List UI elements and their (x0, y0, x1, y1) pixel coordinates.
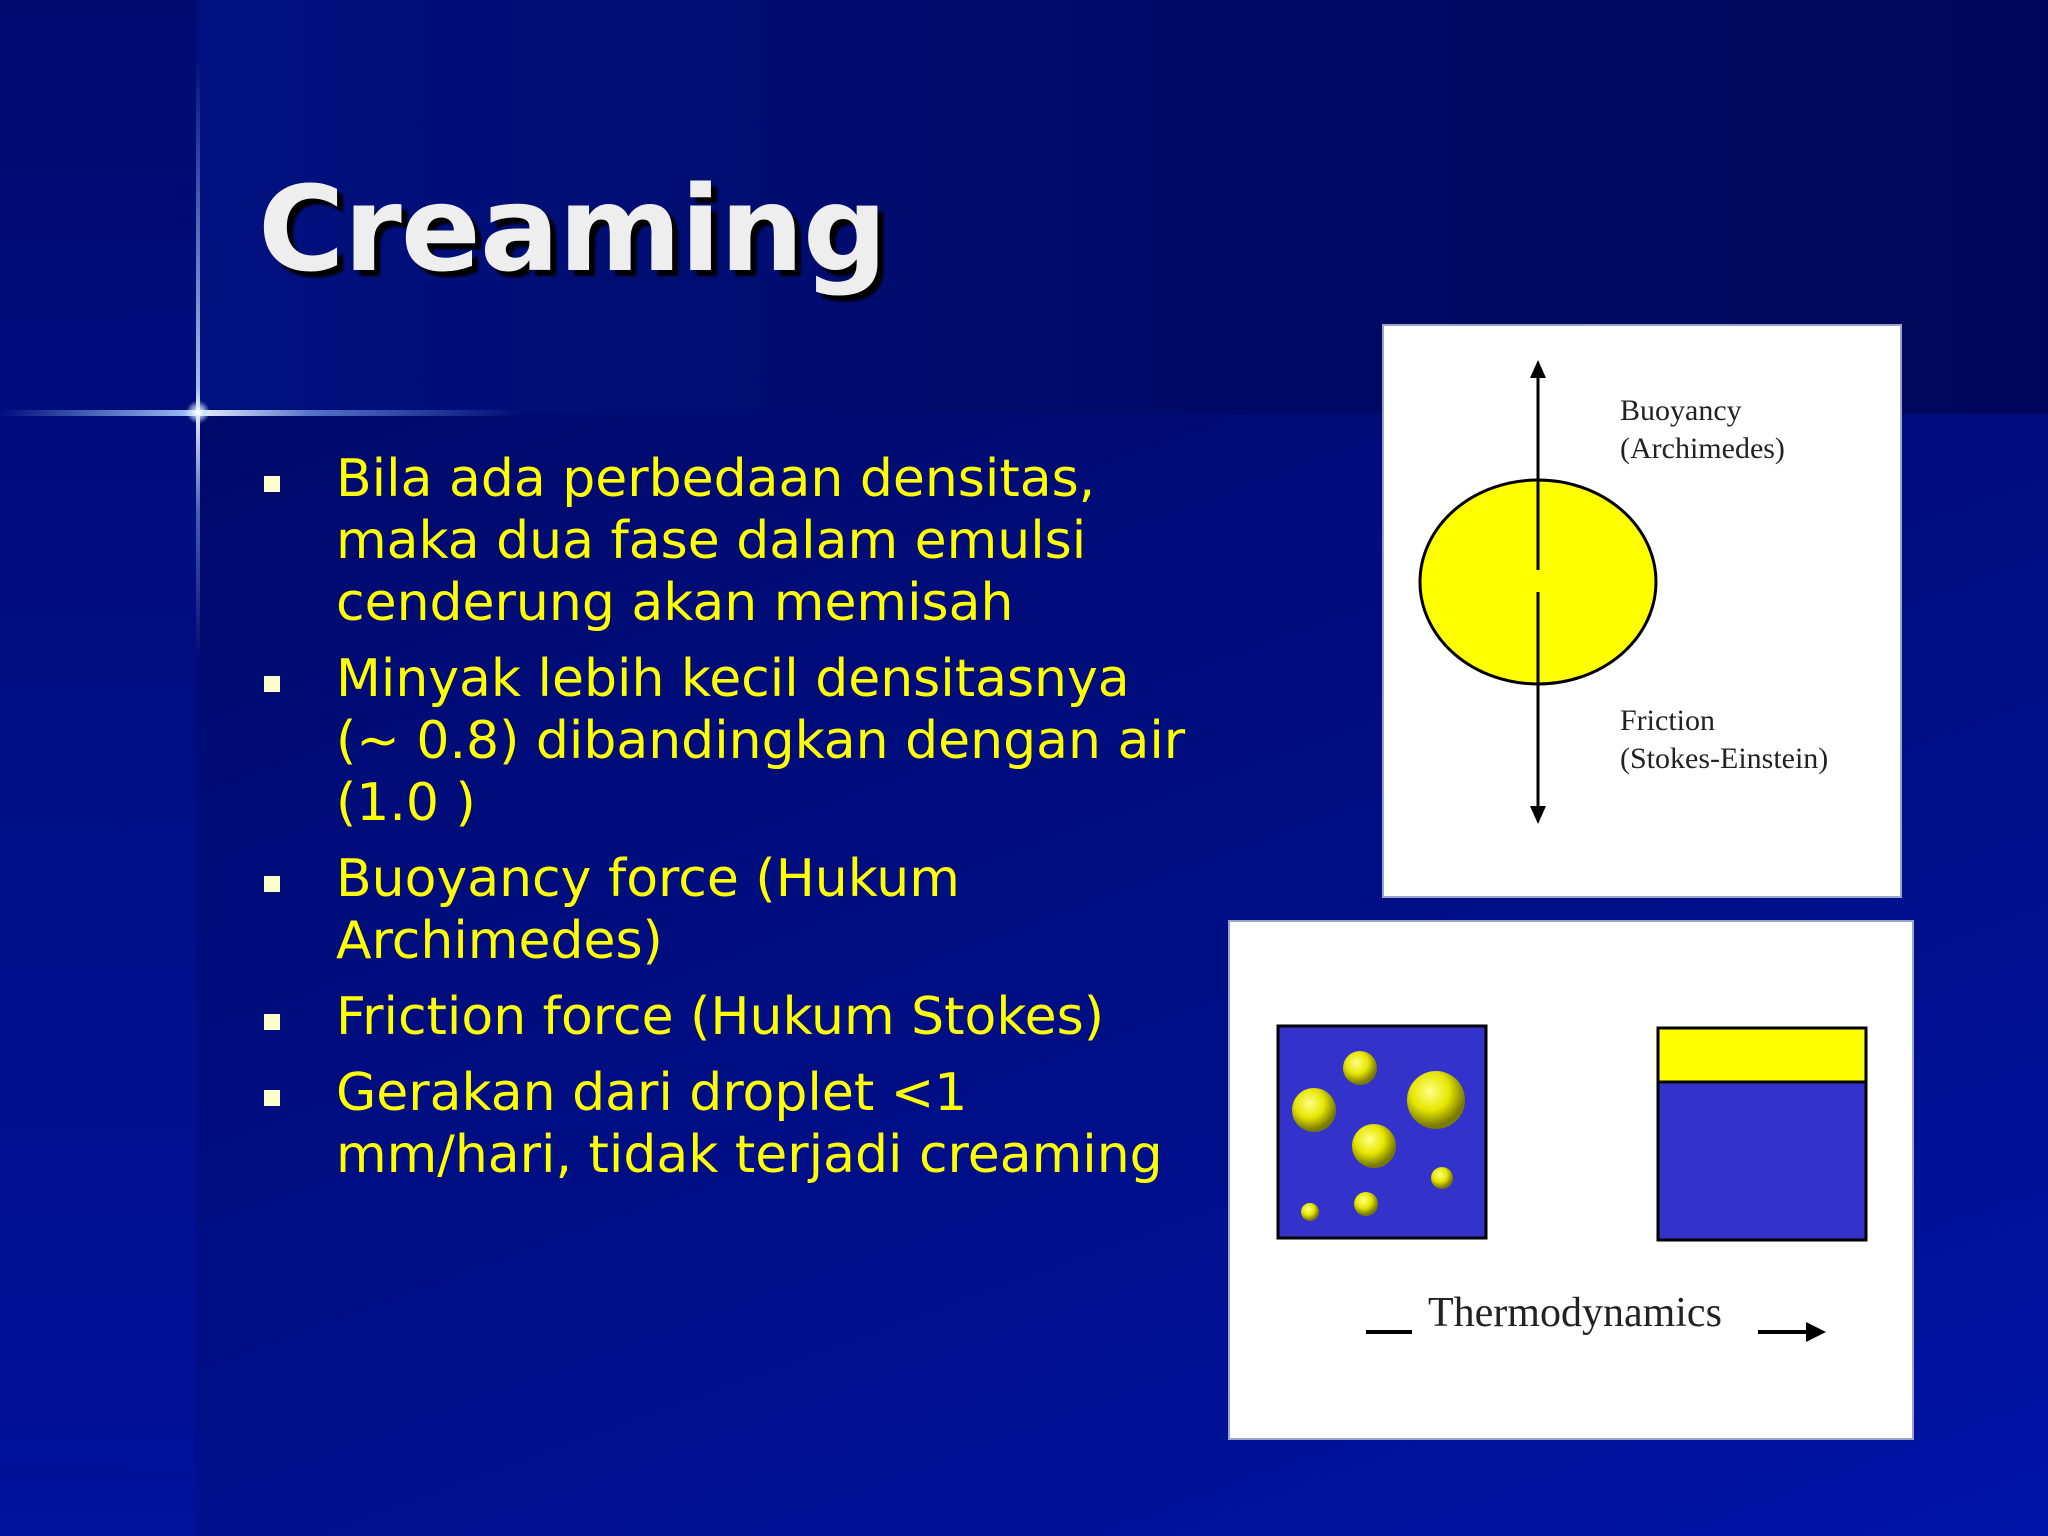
bullet-text: Gerakan dari droplet <1 mm/hari, tidak terjadi creaming (336, 1063, 1163, 1185)
background-left-band (0, 0, 196, 1536)
bullet-item (258, 448, 1198, 634)
droplet (1407, 1071, 1465, 1129)
buoyancy-label: Buoyancy (1620, 394, 1742, 427)
droplet (1431, 1167, 1453, 1189)
down-arrow-head-icon (1530, 806, 1546, 824)
buoyancy-law-label: (Archimedes) (1620, 432, 1785, 465)
bullet-list (258, 448, 1198, 1200)
droplet (1301, 1203, 1319, 1221)
bullet-square-icon (264, 1014, 280, 1030)
forces-figure (1382, 324, 1902, 898)
lens-flare-horizontal (0, 410, 520, 416)
bullet-text: Friction force (Hukum Stokes) (336, 987, 1104, 1047)
forces-diagram (1384, 326, 1900, 896)
bullet-item (258, 648, 1198, 834)
droplet (1343, 1051, 1377, 1085)
bullet-square-icon (264, 476, 280, 492)
ellipse-gap (1532, 570, 1544, 592)
droplet (1354, 1192, 1378, 1216)
droplet (1292, 1088, 1336, 1132)
bullet-square-icon (264, 876, 280, 892)
bullet-item (258, 848, 1198, 972)
bullet-item (258, 1062, 1198, 1186)
separated-box-oil-layer (1658, 1028, 1866, 1082)
thermodynamics-diagram (1230, 922, 1912, 1438)
slide-title: Creaming (258, 160, 887, 298)
bullet-square-icon (264, 676, 280, 692)
thermodynamics-label: Thermodynamics (1428, 1290, 1722, 1336)
lens-flare-center (186, 400, 210, 424)
right-arrow-head-icon (1806, 1322, 1826, 1342)
bullet-text: Minyak lebih kecil densitasnya (~ 0.8) dibandingkan dengan air (1.0 ) (336, 649, 1186, 833)
bullet-text: Buoyancy force (Hukum Archimedes) (336, 849, 960, 971)
bullet-text: Bila ada perbedaan densitas, maka dua fase dalam emulsi cenderung akan memisah (336, 449, 1096, 633)
friction-label: Friction (1620, 704, 1715, 737)
bullet-item (258, 986, 1198, 1048)
lens-flare-vertical (196, 60, 200, 660)
thermodynamics-figure (1228, 920, 1914, 1440)
friction-law-label: (Stokes-Einstein) (1620, 742, 1829, 775)
droplet (1352, 1124, 1396, 1168)
bullet-square-icon (264, 1090, 280, 1106)
up-arrow-head-icon (1530, 360, 1546, 378)
